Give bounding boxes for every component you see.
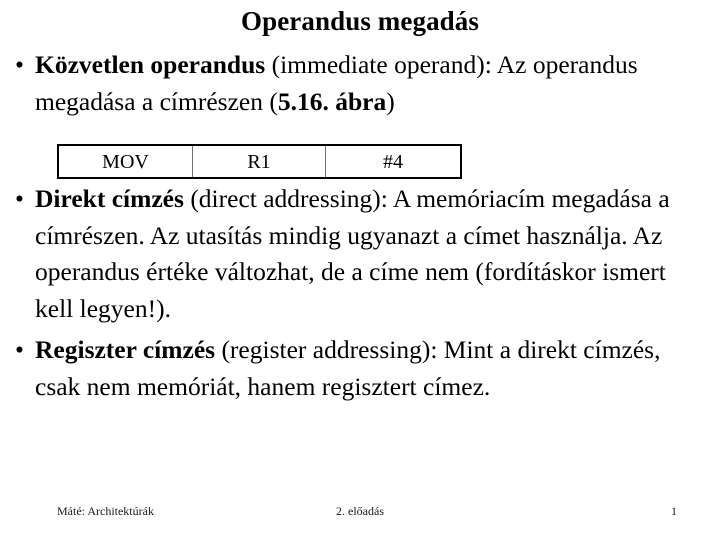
bullet-item-register-addressing xyxy=(8,332,708,405)
footer-page-number: 1 xyxy=(671,504,677,518)
table-row xyxy=(58,145,461,178)
table-cell-register-operand: R1 xyxy=(193,145,326,178)
bullet-text xyxy=(35,47,708,120)
table-cell-opcode: MOV xyxy=(58,145,193,178)
page-title: Operandus megadás xyxy=(241,6,479,36)
table-cell-immediate-operand: #4 xyxy=(326,145,462,178)
bullet-body-text: (immediate operand): Az operandus megadása a címrészen ( xyxy=(35,50,638,116)
bullet-lead-term: Közvetlen operandus xyxy=(35,50,266,79)
bullet-figure-reference: 5.16. ábra xyxy=(277,86,387,116)
bullet-body-text: (register addressing): Mint a direkt címzés, csak nem memóriát, hanem regisztert címez. xyxy=(35,335,661,401)
footer-lecture-label: 2. előadás xyxy=(336,504,384,518)
bullet-item-direct-addressing xyxy=(8,181,708,327)
bullet-text xyxy=(35,332,708,405)
bullet-text xyxy=(35,181,708,327)
bullet-marker-icon: • xyxy=(15,184,24,213)
bullet-body-text-tail: ) xyxy=(386,86,395,116)
instruction-format-figure xyxy=(57,144,456,179)
slide-body xyxy=(8,47,708,405)
bullet-lead-term: Direkt címzés xyxy=(35,184,184,213)
slide-footer xyxy=(0,503,720,523)
bullet-marker-icon: • xyxy=(15,50,24,79)
instruction-format-table xyxy=(57,144,462,179)
bullet-marker-icon: • xyxy=(15,335,24,364)
bullet-lead-term: Regiszter címzés xyxy=(35,335,216,364)
footer-author-course: Máté: Architektúrák xyxy=(57,504,154,518)
bullet-body-text: (direct addressing): A memóriacím megadása a címrészen. Az utasítás mindig ugyanazt a címet használja. Az operandus értéke változhat, de a címe nem (fordításkor ismert kell legyen!). xyxy=(35,184,670,323)
